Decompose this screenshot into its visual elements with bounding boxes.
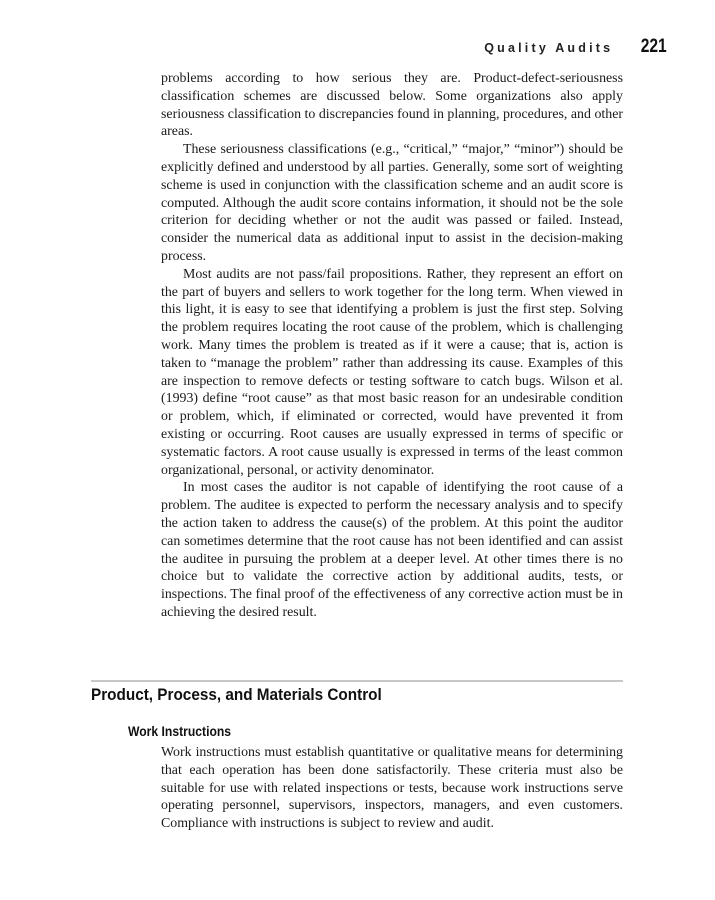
paragraph-auditor: In most cases the auditor is not capable of identifying the root cause of a problem. The auditee is expected to perform the necessary analysis and to specify the action taken to address the cause(s) of the problem. At this point the auditor can sometimes determine that the root cause has not been identified and can assist the auditee in pursuing the problem at a deeper level. At other times there is no choice but to validate the corrective action by additional audits, tests, or inspections. The final proof of the effectiveness of any corrective action must be in achieving the desired result. xyxy=(161,480,623,620)
page-number: 221 xyxy=(641,36,667,57)
paragraph-seriousness: These seriousness classifications (e.g., “critical,” “major,” “minor”) should be explicitly defined and understood by all parties. Generally, some sort of weighting scheme is used in conjunction with the classification scheme and an audit score is computed. Although the audit score contains information, it should not be the sole criterion for deciding whether or not the audit was passed or failed. Instead, consider the numerical data as additional input to assist in the decision-making process. xyxy=(161,142,623,264)
section-divider xyxy=(91,680,623,682)
section-paragraph: Work instructions must establish quantitative or qualitative means for determining that each operation has been done satisfactorily. These criteria must also be suitable for use with related inspections or tests, because work instructions serve operating personnel, supervisors, inspectors, managers, and even customers. Compliance with instructions is subject to review and audit. xyxy=(161,745,623,832)
paragraph-root-cause: Most audits are not pass/fail propositions. Rather, they represent an effort on the part of buyers and sellers to work together for the long term. When viewed in this light, it is easy to see that identifying a problem is just the first step. Solving the problem requires locating the root cause of the problem, which is challenging work. Many times the problem is treated as if it were a cause; that is, action is taken to “manage the problem” rather than addressing its cause. Examples of this are inspection to remove defects or testing software to catch bugs. Wilson et al. (1993) define “root cause” as that most basic reason for an undesirable condition or problem, which, if eliminated or corrected, would have prevented it from existing or occurring. Root causes are usually expressed in terms of specific or systematic factors. A root cause usually is expressed in terms of the least common organizational, personal, or activity denominator. xyxy=(161,266,623,478)
running-head xyxy=(484,36,667,58)
subsection-heading: Work Instructions xyxy=(128,724,232,739)
paragraph-continued: problems according to how serious they are. Product-defect-seriousness classification schemes are discussed below. Some organizations also apply seriousness classification to discrepancies found in planning, procedures, and other areas. xyxy=(161,71,623,140)
body-text xyxy=(161,70,623,622)
section-heading: Product, Process, and Materials Control xyxy=(91,685,382,704)
running-title: Quality Audits xyxy=(484,41,614,55)
